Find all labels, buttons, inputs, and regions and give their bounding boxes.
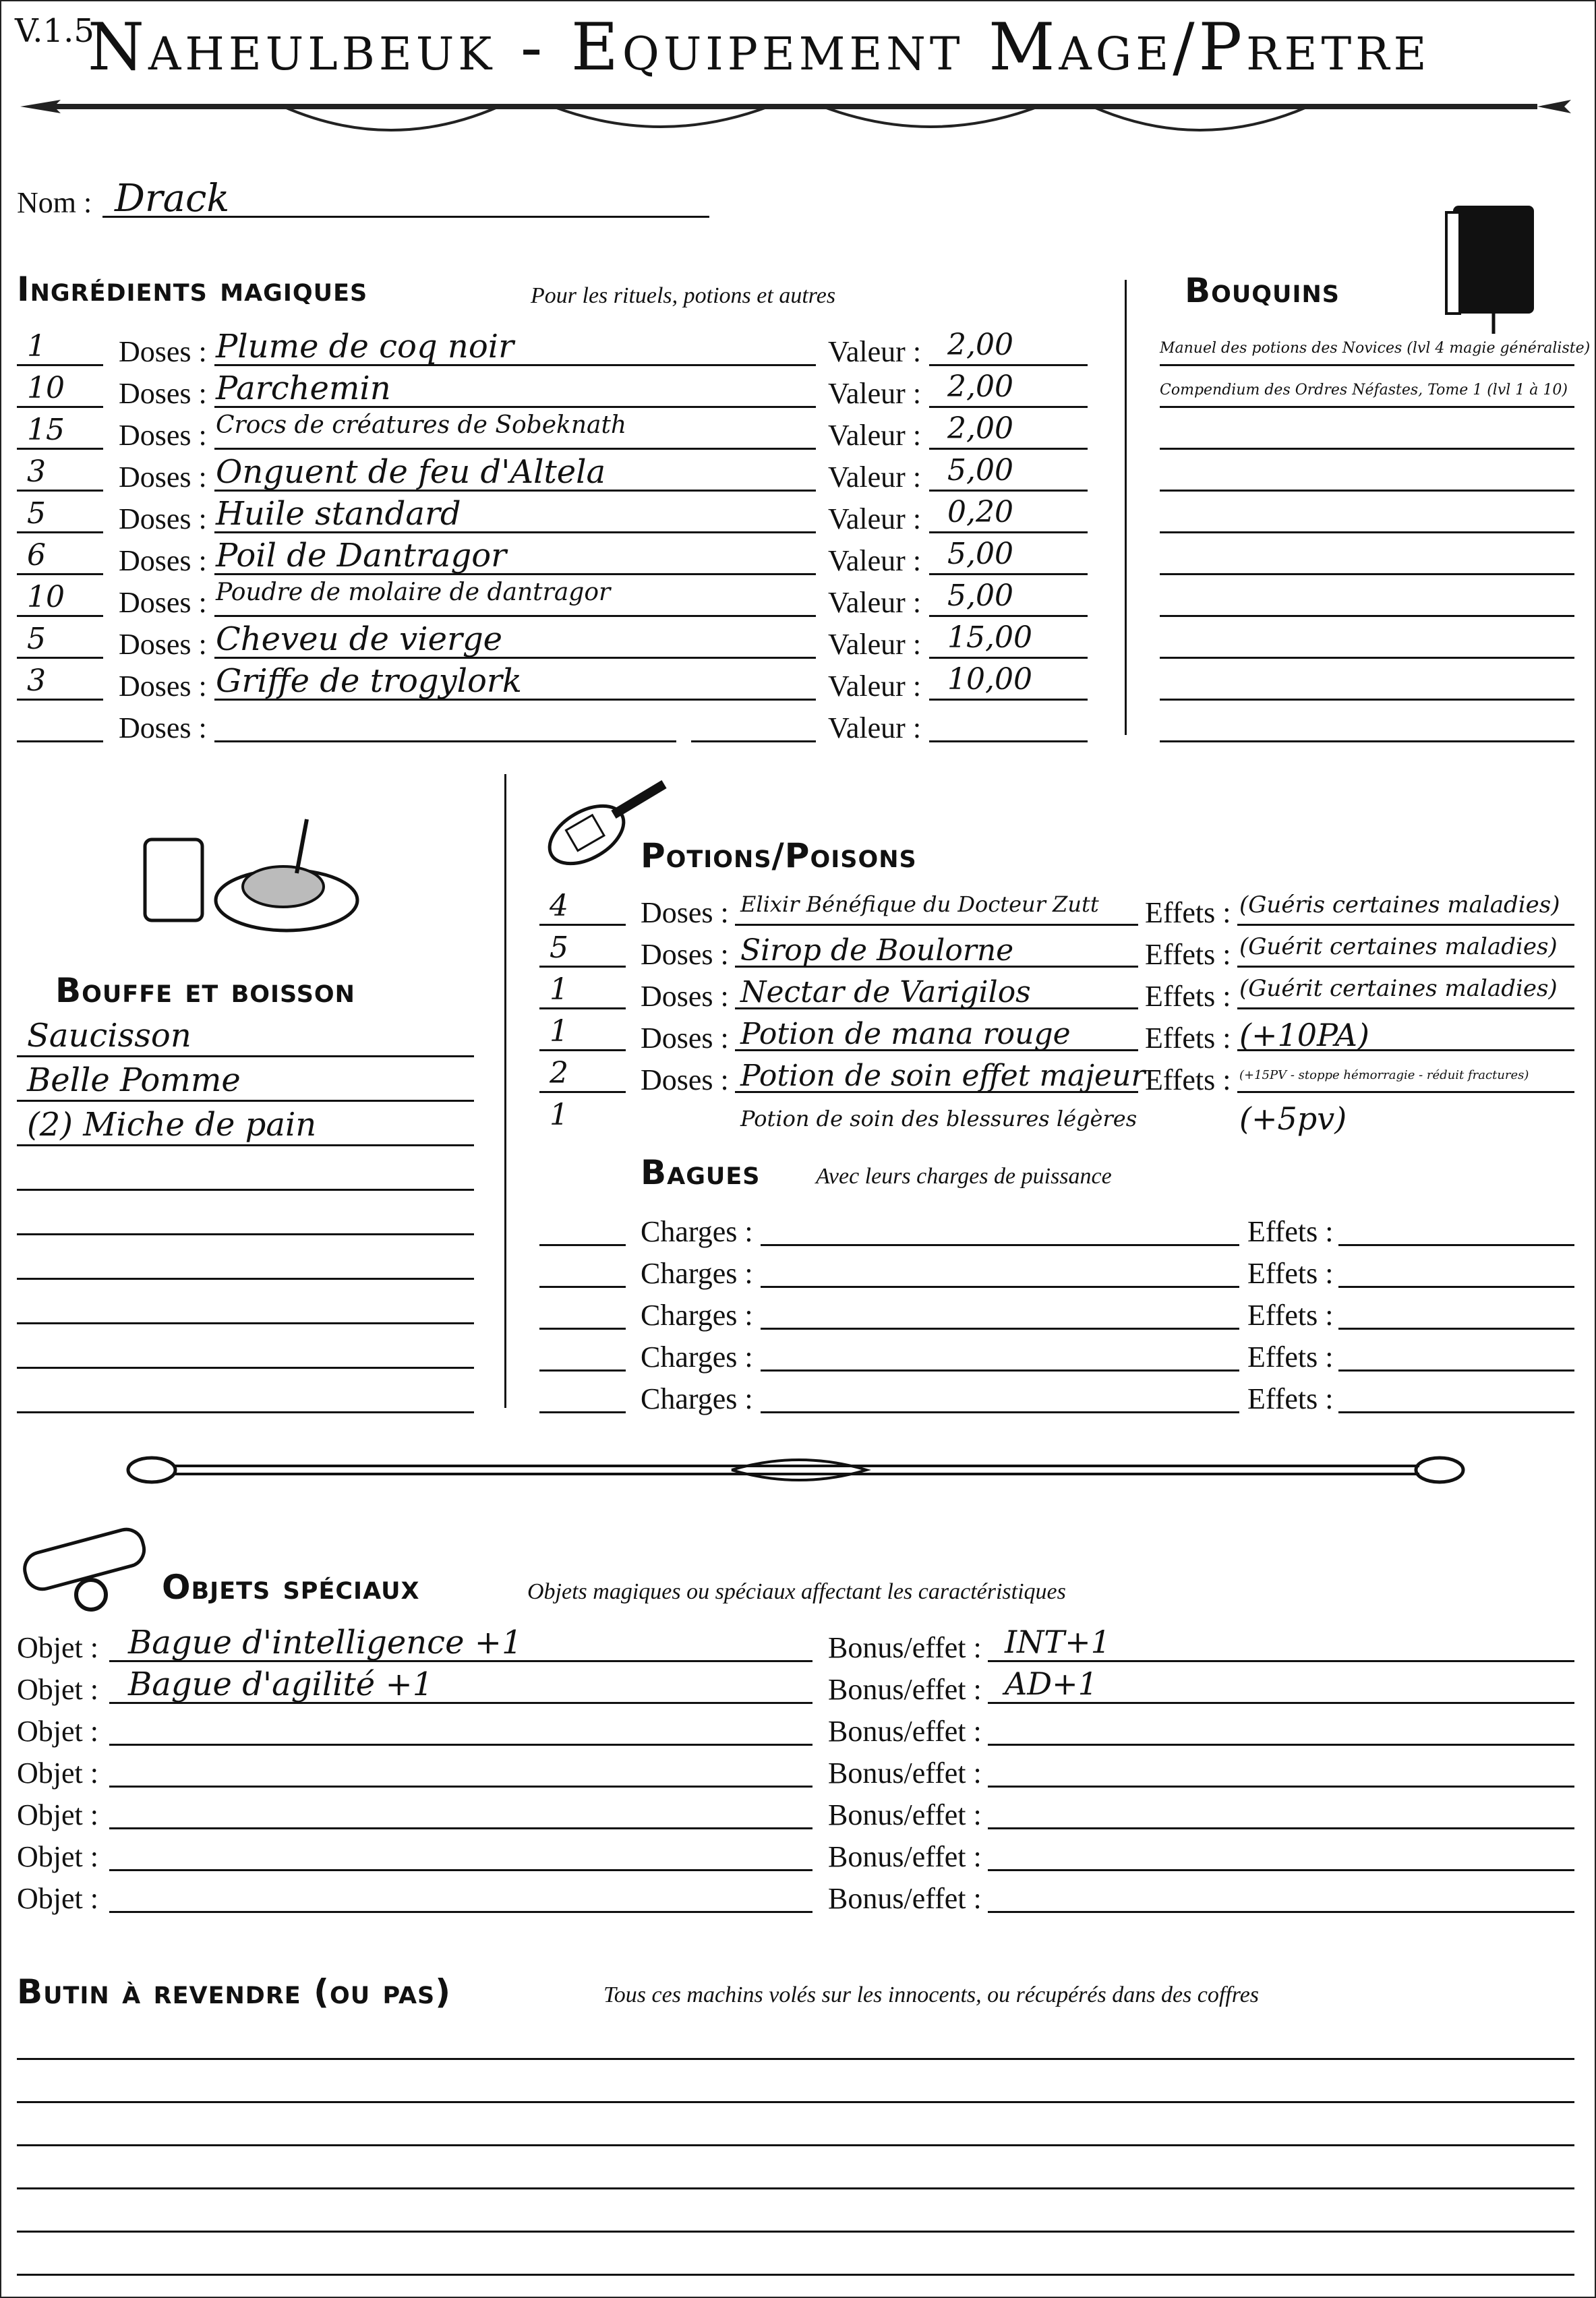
objet-underline — [109, 1660, 812, 1662]
ingredient-value-label: Valeur : — [828, 377, 922, 410]
butin-line — [17, 2101, 1574, 2103]
objet-underline — [109, 1911, 812, 1913]
potion-doses-label: Doses : — [641, 980, 729, 1013]
potion-effect-underline — [1237, 1007, 1574, 1009]
ingredient-doses-label: Doses : — [119, 670, 207, 703]
butin-line — [17, 2058, 1574, 2060]
ingredient-name-underline — [214, 740, 676, 742]
bague-effects-underline — [1338, 1369, 1574, 1372]
potion-qty[interactable]: 2 — [550, 1056, 568, 1090]
bague-charges-underline — [761, 1369, 1239, 1372]
objet-bonus-label: Bonus/effet : — [828, 1715, 982, 1748]
bouquin-entry[interactable]: Compendium des Ordres Néfastes, Tome 1 (lvl 1 à 10) — [1160, 382, 1568, 399]
ingredient-qty[interactable]: 3 — [27, 454, 46, 489]
objet-name[interactable]: Bague d'intelligence +1 — [128, 1624, 523, 1661]
potion-effect-underline — [1237, 966, 1574, 968]
bague-qty-underline — [539, 1244, 626, 1246]
bouquin-entry[interactable]: Manuel des potions des Novices (lvl 4 magie généraliste) — [1160, 340, 1591, 357]
bouffe-underline — [17, 1367, 474, 1369]
bague-charges-underline — [761, 1286, 1239, 1288]
objet-bonus-label: Bonus/effet : — [828, 1673, 982, 1706]
objets-subtitle: Objets magiques ou spéciaux affectant les caractéristiques — [527, 1579, 1066, 1604]
potion-qty-underline — [539, 1049, 626, 1051]
objet-underline — [109, 1744, 812, 1746]
ingredient-value-underline — [929, 531, 1088, 533]
objet-label: Objet : — [17, 1673, 98, 1706]
ingredient-qty-underline — [17, 448, 103, 450]
potion-name[interactable]: Potion de soin effet majeur — [740, 1059, 1146, 1093]
ingredient-doses-label: Doses : — [119, 419, 207, 452]
potion-name[interactable]: Elixir Bénéfique du Docteur Zutt — [740, 891, 1099, 917]
sword-divider-top — [13, 80, 1578, 154]
potion-doses-label: Doses : — [641, 1063, 729, 1096]
ingredient-value[interactable]: 10,00 — [947, 662, 1032, 697]
objets-title: Objets spéciaux — [162, 1568, 420, 1607]
ingredient-qty-underline — [17, 699, 103, 701]
potion-effects-label: Effets : — [1145, 1022, 1231, 1055]
ingredient-qty[interactable]: 5 — [27, 622, 46, 656]
bague-charges-label: Charges : — [641, 1215, 753, 1248]
objet-name[interactable]: Bague d'agilité +1 — [128, 1666, 434, 1703]
bague-effects-label: Effets : — [1247, 1299, 1334, 1332]
potion-doses-label: Doses : — [641, 1022, 729, 1055]
bague-qty-underline — [539, 1328, 626, 1330]
ingredient-qty[interactable]: 10 — [27, 580, 65, 614]
ingredient-value-label: Valeur : — [828, 335, 922, 368]
objet-bonus-label: Bonus/effet : — [828, 1882, 982, 1915]
potion-effect-underline — [1237, 1091, 1574, 1093]
potion-effect[interactable]: (+15PV - stoppe hémorragie - réduit fractures) — [1239, 1068, 1529, 1082]
objet-underline — [109, 1827, 812, 1829]
potion-name-underline — [735, 924, 1138, 926]
divider-vertical-top — [1125, 280, 1127, 735]
bouquin-underline — [1160, 573, 1574, 575]
ingredient-value[interactable]: 0,20 — [947, 495, 1013, 529]
bouquin-underline — [1160, 740, 1574, 742]
ingredient-value-label: Valeur : — [828, 502, 922, 535]
potions-title: Potions/Poisons — [641, 836, 917, 875]
potion-effects-label: Effets : — [1145, 980, 1231, 1013]
objet-underline — [109, 1702, 812, 1704]
objet-bonus-underline — [988, 1786, 1574, 1788]
bouquin-underline — [1160, 699, 1574, 701]
ingredient-qty[interactable]: 3 — [27, 664, 46, 698]
ingredient-name[interactable]: Poil de Dantragor — [216, 537, 507, 574]
ingredient-name-underline — [214, 406, 816, 408]
ingredient-extra-underline — [691, 740, 816, 742]
objet-bonus-label: Bonus/effet : — [828, 1840, 982, 1873]
butin-subtitle: Tous ces machins volés sur les innocents, ou récupérés dans des coffres — [603, 1982, 1260, 2007]
potion-name[interactable]: Sirop de Boulorne — [740, 933, 1014, 968]
objet-bonus-label: Bonus/effet : — [828, 1631, 982, 1664]
ingredient-doses-label: Doses : — [119, 586, 207, 619]
ingredient-name-underline — [214, 364, 816, 366]
butin-line — [17, 2144, 1574, 2146]
bague-effects-underline — [1338, 1411, 1574, 1413]
potion-effect[interactable]: (+5pv) — [1239, 1100, 1347, 1137]
butin-line — [17, 2274, 1574, 2276]
bouffe-underline — [17, 1411, 474, 1413]
name-underline — [102, 216, 709, 218]
ingredient-name-underline — [214, 615, 816, 617]
bouffe-entry[interactable]: (2) Miche de pain — [27, 1106, 317, 1144]
objet-bonus[interactable]: AD+1 — [1005, 1666, 1098, 1702]
divider-vertical-middle — [504, 774, 506, 1408]
bouffe-title: Bouffe et boisson — [55, 971, 355, 1010]
ingredient-doses-label: Doses : — [119, 335, 207, 368]
ingredient-value[interactable]: 5,00 — [947, 579, 1013, 613]
ingredient-name[interactable]: Crocs de créatures de Sobeknath — [216, 411, 627, 439]
bagues-title: Bagues — [641, 1153, 761, 1192]
objet-label: Objet : — [17, 1757, 98, 1790]
ingredient-value[interactable]: 15,00 — [947, 620, 1032, 655]
ingredient-name-underline — [214, 448, 816, 450]
ingredient-qty[interactable]: 5 — [27, 496, 46, 531]
bouffe-underline — [17, 1055, 474, 1057]
ingredient-value-label: Valeur : — [828, 711, 922, 744]
ingredient-value-label: Valeur : — [828, 461, 922, 494]
bague-effects-underline — [1338, 1286, 1574, 1288]
ingredient-value-underline — [929, 406, 1088, 408]
potion-qty-underline — [539, 924, 626, 926]
bouffe-entry[interactable]: Belle Pomme — [27, 1061, 241, 1099]
ingredient-value[interactable]: 2,00 — [947, 370, 1013, 404]
bouquin-underline — [1160, 406, 1574, 408]
potion-qty[interactable]: 4 — [550, 889, 568, 923]
ingredient-value-label: Valeur : — [828, 544, 922, 577]
potion-effects-label: Effets : — [1145, 1063, 1231, 1096]
bouffe-entry[interactable]: Saucisson — [27, 1017, 191, 1055]
ingredient-qty-underline — [17, 657, 103, 659]
ingredient-value-underline — [929, 364, 1088, 366]
ingredient-doses-label: Doses : — [119, 502, 207, 535]
bouquin-underline — [1160, 657, 1574, 659]
bague-charges-label: Charges : — [641, 1299, 753, 1332]
potion-effect[interactable]: (Guéris certaines maladies) — [1239, 891, 1560, 918]
bouquin-underline — [1160, 615, 1574, 617]
bague-effects-underline — [1338, 1328, 1574, 1330]
ingredient-value[interactable]: 2,00 — [947, 411, 1013, 446]
version-label: V.1.5 — [15, 12, 94, 50]
bouffe-underline — [17, 1233, 474, 1235]
scroll-ring-icon — [17, 1510, 165, 1618]
objet-bonus-underline — [988, 1869, 1574, 1871]
book-icon — [1433, 196, 1547, 337]
bague-charges-underline — [761, 1244, 1239, 1246]
potion-effect[interactable]: (Guérit certaines maladies) — [1239, 975, 1558, 1002]
potion-doses-label: Doses : — [641, 938, 729, 971]
bouquin-underline — [1160, 531, 1574, 533]
ingredient-value-underline — [929, 490, 1088, 492]
bouquins-title: Bouquins — [1185, 271, 1340, 310]
potion-effect[interactable]: (+10PA) — [1239, 1017, 1369, 1053]
objet-bonus-underline — [988, 1702, 1574, 1704]
ingredient-value[interactable]: 2,00 — [947, 328, 1013, 362]
objet-label: Objet : — [17, 1631, 98, 1664]
ingredient-value-underline — [929, 657, 1088, 659]
bouffe-underline — [17, 1322, 474, 1324]
staff-divider — [125, 1443, 1467, 1497]
butin-title: Butin à revendre (ou pas) — [17, 1972, 452, 2011]
butin-line — [17, 2187, 1574, 2189]
bague-effects-label: Effets : — [1247, 1257, 1334, 1290]
potion-doses-label: Doses : — [641, 896, 729, 929]
potion-name[interactable]: Potion de soin des blessures légères — [740, 1106, 1137, 1131]
bague-effects-label: Effets : — [1247, 1215, 1334, 1248]
bouquin-underline — [1160, 364, 1574, 366]
potion-effect-underline — [1237, 924, 1574, 926]
ingredient-qty[interactable]: 1 — [27, 329, 46, 363]
ingredient-qty-underline — [17, 364, 103, 366]
potion-qty-underline — [539, 1091, 626, 1093]
objet-underline — [109, 1786, 812, 1788]
ingredient-qty[interactable]: 15 — [27, 413, 65, 447]
bagues-subtitle: Avec leurs charges de puissance — [816, 1164, 1112, 1189]
potion-name[interactable]: Nectar de Varigilos — [740, 975, 1031, 1009]
ingredient-value-label: Valeur : — [828, 670, 922, 703]
objet-underline — [109, 1869, 812, 1871]
potion-qty[interactable]: 1 — [550, 1014, 568, 1049]
ingredient-doses-label: Doses : — [119, 711, 207, 744]
bouffe-underline — [17, 1189, 474, 1191]
objet-label: Objet : — [17, 1882, 98, 1915]
objet-bonus-underline — [988, 1827, 1574, 1829]
ingredient-doses-label: Doses : — [119, 377, 207, 410]
potion-qty[interactable]: 1 — [550, 972, 568, 1007]
potion-qty-underline — [539, 966, 626, 968]
objet-bonus-underline — [988, 1744, 1574, 1746]
objet-label: Objet : — [17, 1715, 98, 1748]
ingredient-qty-underline — [17, 531, 103, 533]
potion-qty-underline — [539, 1007, 626, 1009]
bague-charges-label: Charges : — [641, 1340, 753, 1374]
name-label: Nom : — [17, 186, 92, 219]
ingredient-value[interactable]: 5,00 — [947, 537, 1013, 571]
ingredient-qty-underline — [17, 740, 103, 742]
potion-qty[interactable]: 5 — [550, 931, 568, 965]
potion-qty[interactable]: 1 — [550, 1098, 568, 1132]
ingredient-name-underline — [214, 531, 816, 533]
bouffe-underline — [17, 1100, 474, 1102]
bague-effects-label: Effets : — [1247, 1382, 1334, 1415]
potion-name[interactable]: Potion de mana rouge — [740, 1017, 1071, 1051]
bague-charges-label: Charges : — [641, 1382, 753, 1415]
ingredient-value-underline — [929, 448, 1088, 450]
ingredient-qty-underline — [17, 573, 103, 575]
bague-qty-underline — [539, 1286, 626, 1288]
bouquin-underline — [1160, 448, 1574, 450]
objet-bonus-underline — [988, 1660, 1574, 1662]
ingredient-qty-underline — [17, 406, 103, 408]
potion-effects-label: Effets : — [1145, 938, 1231, 971]
objet-bonus-label: Bonus/effet : — [828, 1798, 982, 1831]
name-field[interactable]: Drack — [115, 177, 230, 220]
ingredient-qty-underline — [17, 490, 103, 492]
ingredient-value-underline — [929, 699, 1088, 701]
bague-effects-underline — [1338, 1244, 1574, 1246]
objet-label: Objet : — [17, 1798, 98, 1831]
ingredient-name[interactable]: Cheveu de vierge — [216, 620, 503, 658]
ingredient-name[interactable]: Griffe de trogylork — [216, 662, 522, 700]
ingredient-value-underline — [929, 615, 1088, 617]
butin-line — [17, 2231, 1574, 2233]
ingredient-doses-label: Doses : — [119, 461, 207, 494]
objet-bonus[interactable]: INT+1 — [1005, 1624, 1111, 1660]
ingredient-value-label: Valeur : — [828, 419, 922, 452]
ingredient-name[interactable]: Poudre de molaire de dantragor — [216, 579, 611, 606]
bague-charges-underline — [761, 1411, 1239, 1413]
ingredient-qty-underline — [17, 615, 103, 617]
ingredient-value-label: Valeur : — [828, 628, 922, 661]
ingredient-value-underline — [929, 740, 1088, 742]
bague-qty-underline — [539, 1369, 626, 1372]
ingredient-name[interactable]: Parchemin — [216, 370, 391, 407]
potion-effects-label: Effets : — [1145, 896, 1231, 929]
ingredient-value[interactable]: 5,00 — [947, 453, 1013, 488]
page-title: Naheulbeuk - Equipement Mage/Pretre — [88, 9, 1431, 85]
ingredient-name[interactable]: Plume de coq noir — [216, 328, 514, 365]
potion-effect[interactable]: (Guérit certaines maladies) — [1239, 933, 1558, 960]
objet-label: Objet : — [17, 1840, 98, 1873]
bouffe-underline — [17, 1144, 474, 1146]
ingredient-qty[interactable]: 10 — [27, 371, 65, 405]
ingredient-doses-label: Doses : — [119, 628, 207, 661]
bague-qty-underline — [539, 1411, 626, 1413]
objet-bonus-underline — [988, 1911, 1574, 1913]
bague-charges-label: Charges : — [641, 1257, 753, 1290]
ingredient-doses-label: Doses : — [119, 544, 207, 577]
ingredient-value-label: Valeur : — [828, 586, 922, 619]
bague-charges-underline — [761, 1328, 1239, 1330]
ingredient-value-underline — [929, 573, 1088, 575]
ingredients-title: Ingrédients magiques — [17, 270, 368, 309]
ingredient-name-underline — [214, 699, 816, 701]
ingredients-subtitle: Pour les rituels, potions et autres — [531, 283, 836, 308]
ingredient-name-underline — [214, 490, 816, 492]
food-icon — [138, 799, 361, 941]
ingredient-qty[interactable]: 6 — [27, 538, 46, 572]
bouffe-underline — [17, 1278, 474, 1280]
ingredient-name-underline — [214, 573, 816, 575]
bague-effects-label: Effets : — [1247, 1340, 1334, 1374]
objet-bonus-label: Bonus/effet : — [828, 1757, 982, 1790]
ingredient-name[interactable]: Huile standard — [216, 495, 461, 533]
ingredient-name[interactable]: Onguent de feu d'Altela — [216, 453, 606, 491]
ingredient-name-underline — [214, 657, 816, 659]
bouquin-underline — [1160, 490, 1574, 492]
